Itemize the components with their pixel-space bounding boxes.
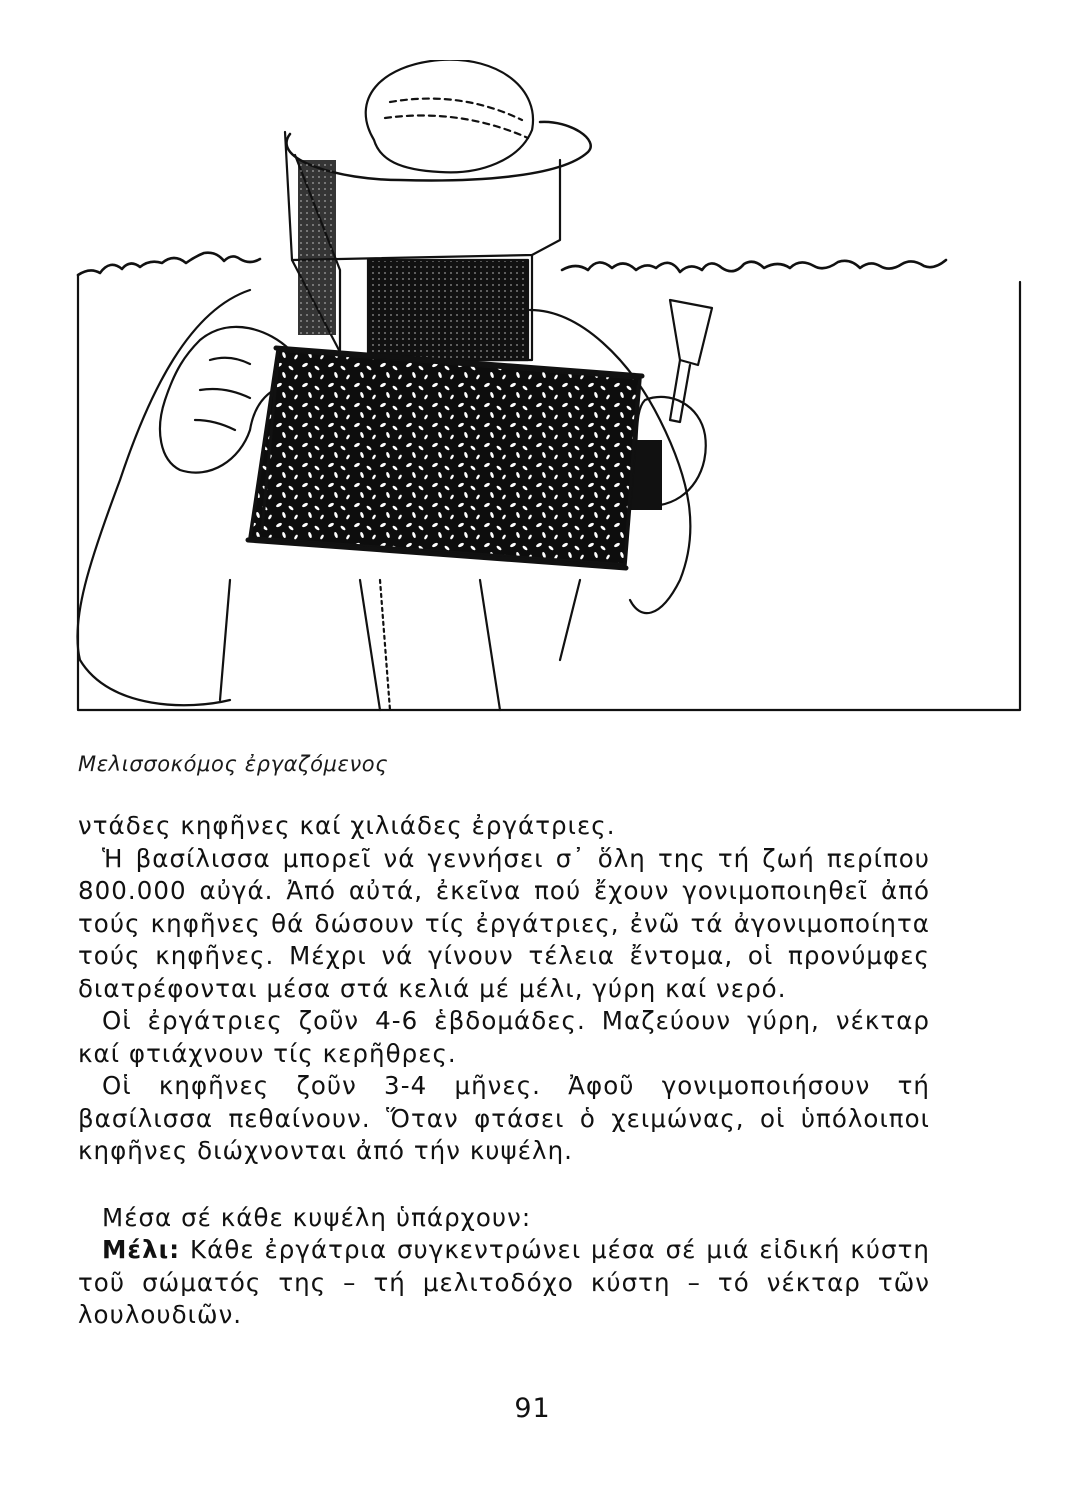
beekeeper-illustration bbox=[40, 60, 1030, 720]
body-text bbox=[78, 810, 930, 1332]
paragraph: Ἡ βασίλισσα μπορεῖ νά γεννήσει σ᾿ ὅλη της τή ζωή περίπου 800.000 αὐγά. Ἀπό αὐτά, ἐκεῖνα πού ἔχουν γονιμοποιηθεῖ ἀπό τούς κηφῆνες θά δώσουν τίς ἐργάτριες, ἐνῶ τά ἀγονιμοποίητα τούς κηφῆνες. Μέχρι νά γίνουν τέλεια ἔντομα, οἱ προνύμφες διατρέφονται μέσα στά κελιά μέ μέλι, γύρη καί νερό. bbox=[78, 843, 930, 1003]
term-definition: Κάθε ἐργάτρια συγκεντρώνει μέσα σέ μιά εἰδική κύστη τοῦ σώματός της – τή μελιτοδόχο κύστη – τό νέκταρ τῶν λουλουδιῶν. bbox=[78, 1235, 930, 1329]
paragraph: Οἱ ἐργάτριες ζοῦν 4-6 ἑβδομάδες. Μαζεύουν γύρη, νέκταρ καί φτιάχνουν τίς κερῆθρες. bbox=[78, 1006, 930, 1068]
paragraph bbox=[78, 1234, 930, 1332]
paragraph: ντάδες κηφῆνες καί χιλιάδες ἐργάτριες. bbox=[78, 811, 616, 840]
page-number: 91 bbox=[514, 1393, 551, 1424]
paragraph: Οἱ κηφῆνες ζοῦν 3-4 μῆνες. Ἀφοῦ γονιμοποιήσουν τή βασίλισσα πεθαίνουν. Ὅταν φτάσει ὁ χειμώνας, οἱ ὑπόλοιποι κηφῆνες διώχνονται ἀπό τήν κυψέλη. bbox=[78, 1071, 930, 1165]
term-label: Μέλι: bbox=[102, 1235, 181, 1264]
figure-caption: Μελισσοκόμος ἐργαζόμενος bbox=[78, 752, 389, 776]
paragraph: Μέσα σέ κάθε κυψέλη ὑπάρχουν: bbox=[102, 1202, 532, 1232]
